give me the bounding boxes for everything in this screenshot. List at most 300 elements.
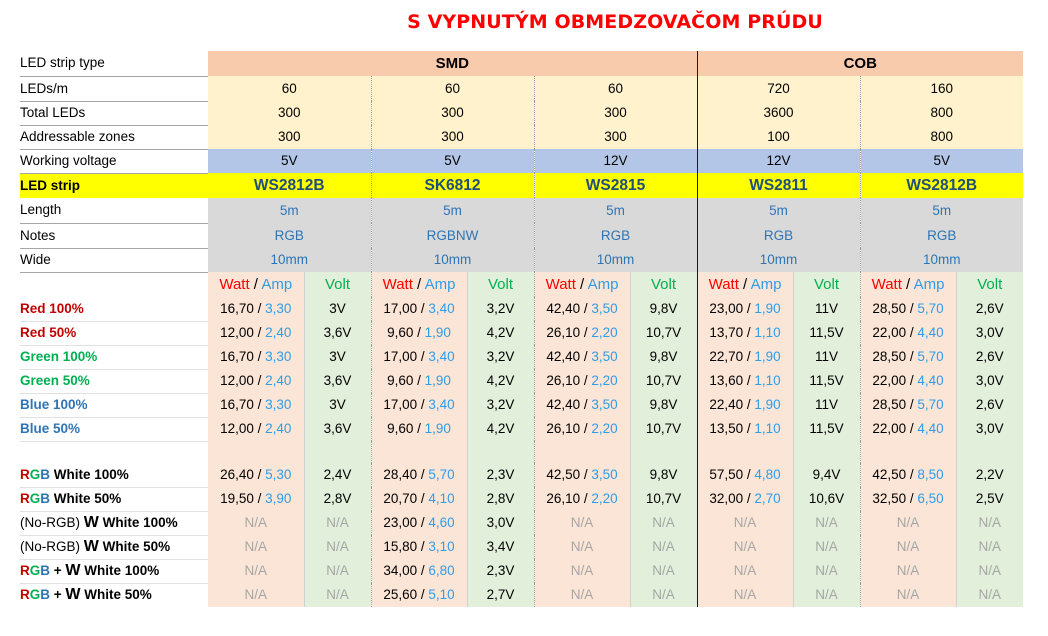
label-part: B [40,587,51,603]
watt-value: 26,10 [546,491,581,506]
watt-amp-cell [208,297,304,321]
na-cell: N/A [630,511,697,535]
amp-value: 1,90 [754,349,781,364]
na-cell: N/A [697,583,793,607]
watt-amp-cell [534,321,630,345]
volt-value: 9,8V [630,393,697,417]
slash-label: / [253,349,266,364]
watt-value: 16,70 [220,397,254,412]
watt-amp-cell [697,441,793,463]
measurement-row [20,345,1023,369]
slash-label: / [417,301,429,316]
amp-value: 1,10 [754,325,781,340]
row-label [20,535,208,559]
watt-amp-cell [208,369,304,393]
row-label: Addressable zones [20,125,208,149]
watt-value: 22,00 [872,373,907,388]
strip-type-smd: SMD [208,51,697,76]
label-part: W [83,538,99,555]
slash-label: / [906,397,918,412]
row-label: Total LEDs [20,101,208,125]
amp-value: 4,40 [917,421,944,436]
volt-value: 2,8V [467,487,534,511]
na-cell: N/A [956,535,1023,559]
watt-value: 22,70 [709,349,744,364]
watt-value: 13,70 [709,325,744,340]
row-strip-type [20,51,1023,76]
measurement-row [20,321,1023,345]
watt-amp-cell [371,441,467,463]
volt-value: 4,2V [467,417,534,441]
watt-amp-cell [860,345,956,369]
voltage-cell: 5V [371,149,534,173]
watt-value: 28,40 [383,467,418,482]
total-cell: 300 [208,101,371,125]
label-part: White 50% [98,539,171,554]
amp-value: 2,40 [265,325,292,340]
length-cell: 5m [534,198,697,223]
watt-amp-cell [371,535,467,559]
slash-label: / [743,421,755,436]
slash-label: / [253,397,266,412]
amp-label: Amp [913,275,945,293]
na-cell: N/A [860,535,956,559]
label-part: R [20,563,30,578]
amp-value: 3,10 [428,539,455,554]
length-cell: 5m [371,198,534,223]
na-cell: N/A [793,583,860,607]
watt-value: 22,40 [709,397,744,412]
slash-label: / [412,275,425,293]
watt-amp-cell [860,463,956,487]
watt-value: 13,60 [709,373,744,388]
slash-label: / [743,397,755,412]
slash-label: / [580,397,592,412]
watt-value: 12,00 [220,373,254,388]
volt-value: 2,6V [956,345,1023,369]
measurement-row [20,369,1023,393]
watt-amp-cell [208,321,304,345]
slash-label: / [580,301,592,316]
volt-value: 3,2V [467,393,534,417]
na-cell: N/A [956,583,1023,607]
volt-value: 11V [793,345,860,369]
voltage-cell: 5V [208,149,371,173]
label-part: G [29,491,41,506]
watt-value: 22,00 [872,325,907,340]
strip-name-cell: WS2811 [697,173,860,198]
volt-value: 2,5V [956,487,1023,511]
volt-value: 3,0V [956,321,1023,345]
watt-amp-header [860,272,956,297]
label-part: B [40,466,51,482]
length-cell: 5m [208,198,371,223]
label-part: White 50% [80,587,152,603]
label-part: W [65,562,81,579]
amp-label: Amp [750,275,782,293]
slash-label: / [906,301,918,316]
watt-value: 13,50 [709,421,744,436]
label-part: B [40,563,51,578]
measurement-row [20,583,1023,607]
watt-amp-cell [371,417,467,441]
watt-value: 17,00 [383,301,418,316]
watt-label: Watt [871,275,902,293]
leds-cell: 60 [371,76,534,101]
watt-value: 16,70 [220,301,254,316]
slash-label: / [901,275,914,293]
amp-value: 3,40 [428,397,455,412]
label-part: White 100% [80,563,160,578]
watt-amp-cell [371,345,467,369]
watt-amp-cell [860,417,956,441]
measurement-row [20,463,1023,487]
slash-label: / [906,491,918,506]
amp-value: 4,40 [917,373,944,388]
amp-value: 3,30 [265,301,292,316]
label-part: (No-RGB) [20,515,84,530]
measurement-row [20,417,1023,441]
measurement-row [20,297,1023,321]
watt-label: Watt [382,275,413,293]
watt-amp-cell [697,487,793,511]
amp-value: 1,90 [424,421,451,436]
row-label: Length [20,198,208,223]
row-label [20,297,208,321]
amp-value: 2,40 [265,421,292,436]
volt-value: 3,2V [467,297,534,321]
strip-name-cell: SK6812 [371,173,534,198]
volt-cell [956,441,1023,463]
na-cell: N/A [630,535,697,559]
row-measure-header [20,272,1023,297]
watt-amp-cell [697,417,793,441]
row-label [20,463,208,487]
na-cell: N/A [697,535,793,559]
volt-value: 11,5V [793,417,860,441]
leds-cell: 60 [534,76,697,101]
watt-amp-cell [697,463,793,487]
amp-value: 1,90 [424,373,451,388]
watt-amp-cell [534,393,630,417]
label-part: R [20,466,30,482]
na-cell: N/A [534,511,630,535]
label-part: R [20,587,30,603]
strip-type-cob: COB [697,51,1023,76]
watt-amp-cell [208,393,304,417]
label-part: White 50% [50,491,122,506]
na-cell: N/A [793,511,860,535]
row-label [20,487,208,511]
watt-amp-cell [697,393,793,417]
volt-value: 11,5V [793,369,860,393]
zones-cell: 800 [860,125,1023,149]
amp-value: 3,50 [591,467,618,482]
watt-amp-cell [534,297,630,321]
amp-value: 2,20 [591,373,618,388]
amp-value: 4,60 [428,515,455,530]
volt-value: 3,6V [304,417,371,441]
watt-amp-cell [371,393,467,417]
slash-label: / [253,467,266,482]
na-cell: N/A [534,559,630,583]
slash-label: / [417,397,429,412]
na-cell: N/A [208,535,304,559]
watt-amp-cell [860,369,956,393]
row-label [20,321,208,345]
na-cell: N/A [534,535,630,559]
watt-amp-cell [208,441,304,463]
measurement-row [20,511,1023,535]
amp-value: 2,70 [754,491,781,506]
zones-cell: 300 [208,125,371,149]
watt-value: 28,50 [872,301,907,316]
length-cell: 5m [697,198,860,223]
amp-value: 5,30 [265,467,292,482]
na-cell: N/A [956,559,1023,583]
led-strip-table [20,51,1023,607]
na-cell: N/A [534,583,630,607]
slash-label: / [580,349,592,364]
watt-value: 9,60 [387,325,414,340]
label-part: W [83,514,99,531]
watt-amp-cell [860,441,956,463]
volt-cell [630,441,697,463]
label-part: Blue 100% [20,397,88,412]
total-cell: 300 [534,101,697,125]
slash-label: / [253,421,266,436]
slash-label: / [417,349,429,364]
amp-value: 3,40 [428,349,455,364]
label-part: (No-RGB) [20,539,84,554]
watt-amp-header [208,272,304,297]
watt-value: 32,50 [872,491,907,506]
page-title: S VYPNUTÝM OBMEDZOVAČOM PRÚDU [407,11,823,33]
amp-value: 8,50 [917,467,944,482]
volt-value: 4,2V [467,369,534,393]
watt-amp-cell [371,297,467,321]
measurement-row [20,559,1023,583]
slash-label: / [580,421,592,436]
notes-cell: RGB [208,223,371,248]
row-leds [20,76,1023,101]
watt-amp-cell [371,487,467,511]
amp-value: 5,70 [917,397,944,412]
slash-label: / [413,421,425,436]
amp-value: 3,50 [591,301,618,316]
volt-value: 2,6V [956,297,1023,321]
watt-amp-cell [697,297,793,321]
wide-cell: 10mm [208,248,371,272]
row-label: Wide [20,248,208,272]
watt-amp-header [697,272,793,297]
watt-value: 25,60 [383,587,418,602]
leds-cell: 720 [697,76,860,101]
volt-header [793,272,860,297]
volt-header [630,272,697,297]
label-part: + [50,563,66,578]
amp-value: 3,90 [265,491,292,506]
row-total [20,101,1023,125]
volt-header [467,272,534,297]
label-part: Red 100% [20,300,84,316]
volt-label: Volt [487,275,514,293]
watt-value: 42,40 [546,397,581,412]
voltage-cell: 12V [534,149,697,173]
slash-label: / [253,373,266,388]
watt-value: 23,00 [383,515,418,530]
amp-value: 1,10 [754,421,781,436]
watt-value: 26,10 [546,373,581,388]
amp-value: 4,80 [754,467,781,482]
total-cell: 800 [860,101,1023,125]
volt-cell [793,441,860,463]
wide-cell: 10mm [860,248,1023,272]
slash-label: / [580,373,592,388]
na-cell: N/A [208,559,304,583]
title-area [0,0,1048,48]
watt-amp-cell [860,487,956,511]
na-cell: N/A [793,559,860,583]
row-label: LED strip type [20,51,208,76]
volt-value: 9,8V [630,345,697,369]
length-cell: 5m [860,198,1023,223]
volt-value: 2,3V [467,559,534,583]
slash-label: / [906,373,918,388]
watt-value: 23,00 [709,301,744,316]
slash-label: / [417,539,429,554]
slash-label: / [253,301,266,316]
watt-amp-cell [208,463,304,487]
row-label: Notes [20,223,208,248]
amp-value: 4,40 [917,325,944,340]
watt-value: 19,50 [220,491,254,506]
na-cell: N/A [304,511,371,535]
volt-label: Volt [650,275,677,293]
label-part: Green 50% [20,373,90,388]
label-part: + [50,587,66,603]
watt-amp-cell [860,393,956,417]
slash-label: / [413,373,425,388]
watt-value: 17,00 [383,349,418,364]
amp-value: 5,10 [428,587,455,602]
volt-value: 10,7V [630,369,697,393]
amp-value: 2,20 [591,491,618,506]
slash-label: / [417,587,429,602]
label-part: B [40,491,51,506]
row-strip-name [20,173,1023,198]
amp-value: 5,70 [917,349,944,364]
volt-cell [467,441,534,463]
row-label [20,417,208,441]
watt-value: 16,70 [220,349,254,364]
amp-value: 6,50 [917,491,944,506]
na-cell: N/A [697,511,793,535]
na-cell: N/A [956,511,1023,535]
na-cell: N/A [630,583,697,607]
volt-value: 4,2V [467,321,534,345]
leds-cell: 60 [208,76,371,101]
row-wide [20,248,1023,272]
amp-value: 3,50 [591,397,618,412]
label-part: Blue 50% [20,421,81,436]
slash-label: / [738,275,751,293]
watt-value: 42,50 [546,467,581,482]
spacer-row [20,441,1023,463]
volt-value: 2,4V [304,463,371,487]
amp-value: 3,50 [591,349,618,364]
slash-label: / [417,491,429,506]
na-cell: N/A [630,559,697,583]
watt-value: 28,50 [872,397,907,412]
row-voltage [20,149,1023,173]
volt-value: 10,7V [630,417,697,441]
slash-label: / [743,325,755,340]
watt-amp-header [371,272,467,297]
label-part: G [29,563,41,578]
na-cell: N/A [304,583,371,607]
slash-label: / [417,467,429,482]
watt-value: 28,50 [872,349,907,364]
row-label [20,559,208,583]
row-length [20,198,1023,223]
slash-label: / [253,325,266,340]
watt-value: 26,10 [546,325,581,340]
row-label: LED strip [20,173,208,198]
volt-value: 10,6V [793,487,860,511]
slash-label: / [575,275,588,293]
watt-value: 20,70 [383,491,418,506]
watt-amp-cell [534,345,630,369]
watt-amp-cell [208,345,304,369]
watt-value: 9,60 [387,421,414,436]
measurement-row [20,487,1023,511]
slash-label: / [413,325,425,340]
amp-value: 6,80 [428,563,455,578]
volt-value: 11,5V [793,321,860,345]
label-part: Green 100% [20,349,98,364]
amp-label: Amp [261,275,293,293]
total-cell: 3600 [697,101,860,125]
row-label [20,369,208,393]
slash-label: / [253,491,266,506]
amp-label: Amp [587,275,619,293]
volt-header [956,272,1023,297]
slash-label: / [743,301,755,316]
watt-value: 26,40 [220,467,254,482]
strip-name-cell: WS2815 [534,173,697,198]
watt-amp-cell [534,463,630,487]
zones-cell: 300 [534,125,697,149]
notes-cell: RGB [860,223,1023,248]
voltage-cell: 5V [860,149,1023,173]
watt-amp-cell [860,297,956,321]
watt-value: 9,60 [387,373,414,388]
slash-label: / [743,373,755,388]
strip-name-cell: WS2812B [208,173,371,198]
na-cell: N/A [860,511,956,535]
na-cell: N/A [793,535,860,559]
watt-amp-cell [697,321,793,345]
watt-value: 12,00 [220,421,254,436]
measurement-row [20,535,1023,559]
watt-value: 15,80 [383,539,418,554]
watt-amp-cell [534,417,630,441]
wide-cell: 10mm [697,248,860,272]
total-cell: 300 [371,101,534,125]
volt-value: 2,3V [467,463,534,487]
watt-amp-cell [697,345,793,369]
